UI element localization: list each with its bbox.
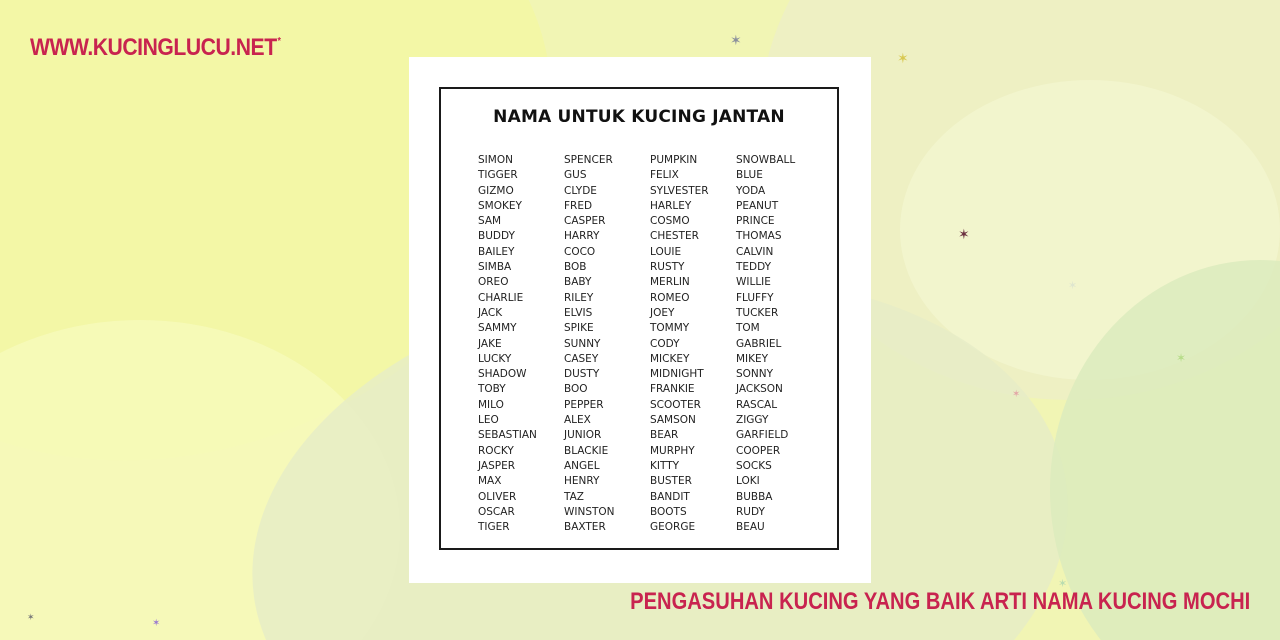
name-sheet bbox=[439, 87, 839, 550]
cat-name: LOKI bbox=[736, 475, 760, 488]
cat-name: ALEX bbox=[564, 414, 591, 427]
cat-name: MIDNIGHT bbox=[650, 368, 704, 381]
cat-name: JACKSON bbox=[736, 383, 783, 396]
cat-name: BOO bbox=[564, 383, 588, 396]
cat-name: OREO bbox=[478, 276, 509, 289]
cat-name: JUNIOR bbox=[564, 429, 602, 442]
cat-name: HARLEY bbox=[650, 199, 692, 212]
star-icon: ✶ bbox=[27, 613, 35, 623]
cat-name: TOM bbox=[736, 322, 760, 335]
cat-name: CASPER bbox=[564, 215, 606, 228]
cat-name: FRED bbox=[564, 199, 593, 212]
cat-name: YODA bbox=[736, 184, 766, 197]
cat-name: GUS bbox=[564, 169, 587, 182]
cat-name: BUSTER bbox=[650, 475, 692, 488]
cat-name: RUDY bbox=[736, 505, 765, 518]
cat-name: FRANKIE bbox=[650, 383, 695, 396]
cat-name: GEORGE bbox=[650, 521, 696, 534]
star-icon: ✶ bbox=[1068, 279, 1078, 292]
cat-name: BANDIT bbox=[650, 490, 690, 503]
cat-name: MILO bbox=[478, 398, 504, 411]
cat-name: JASPER bbox=[478, 459, 516, 472]
cat-name: JOEY bbox=[650, 306, 675, 319]
cat-name: COSMO bbox=[650, 215, 690, 228]
cat-name: CALVIN bbox=[736, 245, 774, 258]
cat-name: JACK bbox=[478, 306, 503, 319]
cat-name: ROMEO bbox=[650, 291, 690, 304]
name-column bbox=[736, 153, 822, 535]
cat-name: SAMSON bbox=[650, 414, 696, 427]
cat-name: KITTY bbox=[650, 459, 680, 472]
cat-name: GARFIELD bbox=[736, 429, 789, 442]
cat-name: LEO bbox=[478, 414, 499, 427]
cat-name: RILEY bbox=[564, 291, 594, 304]
cat-name: CLYDE bbox=[564, 184, 597, 197]
cat-name: SHADOW bbox=[478, 368, 527, 381]
star-icon: ✶ bbox=[1012, 389, 1021, 400]
site-url-text: WWW.KUCINGLUCU.NET bbox=[30, 34, 277, 61]
cat-name: MURPHY bbox=[650, 444, 695, 457]
cat-name: SAMMY bbox=[478, 322, 517, 335]
cat-name: ANGEL bbox=[564, 459, 600, 472]
cat-name: RASCAL bbox=[736, 398, 778, 411]
caption-title: PENGASUHAN KUCING YANG BAIK ARTI NAMA KUCING MOCHI bbox=[629, 588, 1250, 615]
cat-name: SYLVESTER bbox=[650, 184, 709, 197]
cat-name: SPIKE bbox=[564, 322, 594, 335]
cat-name: BAILEY bbox=[478, 245, 515, 258]
cat-name: BAXTER bbox=[564, 521, 606, 534]
star-icon: ✶ bbox=[152, 618, 161, 629]
cat-name: PRINCE bbox=[736, 215, 775, 228]
cat-name: BLACKIE bbox=[564, 444, 609, 457]
star-icon: ✶ bbox=[730, 33, 742, 49]
cat-name: BEAU bbox=[736, 521, 765, 534]
cat-name: GIZMO bbox=[478, 184, 514, 197]
cat-name: PUMPKIN bbox=[650, 154, 698, 166]
cat-name: PEANUT bbox=[736, 199, 779, 212]
cat-name: TOMMY bbox=[650, 322, 690, 335]
cat-name: TIGGER bbox=[478, 169, 518, 182]
cat-name: BOB bbox=[564, 261, 587, 274]
cat-name: WILLIE bbox=[736, 276, 771, 289]
cat-name: SAM bbox=[478, 215, 502, 228]
cat-name: CODY bbox=[650, 337, 680, 350]
cat-name: ELVIS bbox=[564, 306, 593, 319]
cat-name: THOMAS bbox=[736, 230, 782, 243]
cat-name: OLIVER bbox=[478, 490, 517, 503]
cat-name: FLUFFY bbox=[736, 291, 774, 304]
cat-name: CHESTER bbox=[650, 230, 699, 243]
cat-name: LUCKY bbox=[478, 352, 512, 365]
cat-name: TAZ bbox=[564, 490, 584, 503]
cat-name: SIMBA bbox=[478, 261, 512, 274]
cat-name: OSCAR bbox=[478, 505, 515, 518]
cat-name: TIGER bbox=[478, 521, 510, 534]
cat-name: PEPPER bbox=[564, 398, 604, 411]
cat-name: TOBY bbox=[478, 383, 506, 396]
cat-name: MERLIN bbox=[650, 276, 690, 289]
cat-name: COCO bbox=[564, 245, 596, 258]
cat-name: SNOWBALL bbox=[736, 154, 796, 166]
name-column bbox=[564, 153, 650, 535]
cat-name: BUDDY bbox=[478, 230, 515, 243]
cat-name: CHARLIE bbox=[478, 291, 524, 304]
site-url[interactable] bbox=[30, 34, 281, 62]
image-card bbox=[409, 57, 871, 583]
cat-name: HARRY bbox=[564, 230, 600, 243]
site-url-mark: * bbox=[277, 36, 281, 47]
cat-name: SPENCER bbox=[564, 154, 613, 166]
star-icon: ✶ bbox=[1176, 351, 1187, 365]
cat-name: FELIX bbox=[650, 169, 679, 182]
cat-name: MAX bbox=[478, 475, 502, 488]
sheet-title: NAMA UNTUK KUCING JANTAN bbox=[493, 107, 785, 127]
cat-name: BOOTS bbox=[650, 505, 687, 518]
cat-name: MICKEY bbox=[650, 352, 690, 365]
cat-name: BEAR bbox=[650, 429, 679, 442]
cat-name: SEBASTIAN bbox=[478, 429, 537, 442]
star-icon: ✶ bbox=[897, 51, 909, 67]
cat-name: BUBBA bbox=[736, 490, 773, 503]
name-column bbox=[650, 153, 736, 535]
star-icon: ✶ bbox=[958, 227, 970, 243]
cat-name: ROCKY bbox=[478, 444, 514, 457]
cat-name: JAKE bbox=[478, 337, 502, 350]
cat-name: SMOKEY bbox=[478, 199, 522, 212]
cat-name: COOPER bbox=[736, 444, 781, 457]
cat-name: BLUE bbox=[736, 169, 763, 182]
cat-name: SUNNY bbox=[564, 337, 601, 350]
name-column bbox=[478, 153, 564, 535]
cat-name: WINSTON bbox=[564, 505, 615, 518]
star-icon: ✶ bbox=[1058, 577, 1068, 590]
cat-name: SCOOTER bbox=[650, 398, 701, 411]
cat-name: TUCKER bbox=[736, 306, 779, 319]
cat-name: DUSTY bbox=[564, 368, 600, 381]
cat-name: SOCKS bbox=[736, 459, 772, 472]
cat-name: CASEY bbox=[564, 352, 599, 365]
cat-name: HENRY bbox=[564, 475, 600, 488]
cat-name: MIKEY bbox=[736, 352, 769, 365]
cat-name: RUSTY bbox=[650, 261, 685, 274]
cat-name: SONNY bbox=[736, 368, 774, 381]
name-grid bbox=[478, 153, 822, 535]
cat-name: ZIGGY bbox=[736, 414, 769, 427]
cat-name: LOUIE bbox=[650, 245, 682, 258]
cat-name: SIMON bbox=[478, 154, 513, 166]
cat-name: BABY bbox=[564, 276, 592, 289]
cat-name: TEDDY bbox=[736, 261, 772, 274]
cat-name: GABRIEL bbox=[736, 337, 782, 350]
